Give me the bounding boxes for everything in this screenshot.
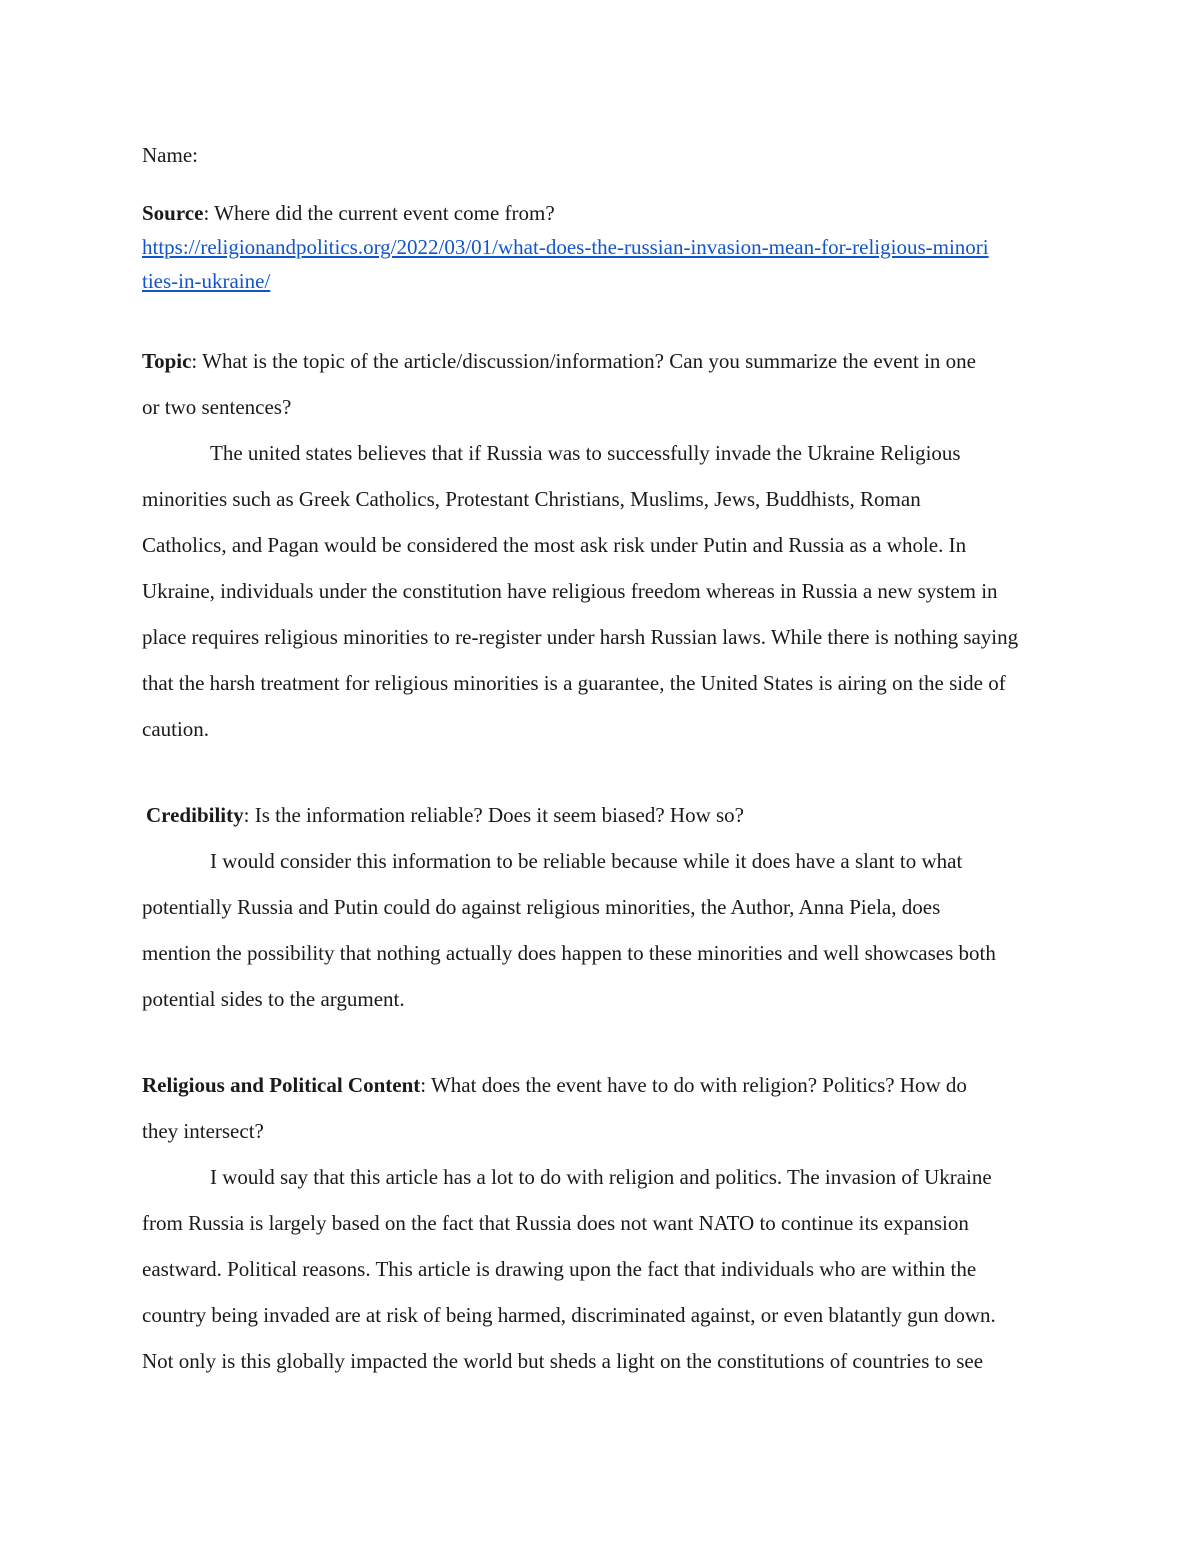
source-url-link-continued[interactable]: ties-in-ukraine/ — [142, 269, 271, 293]
source-url-line-2[interactable] — [142, 264, 1062, 298]
content-label: Religious and Political Content — [142, 1073, 421, 1097]
credibility-body-line: potential sides to the argument. — [142, 987, 405, 1011]
content-body-line: from Russia is largely based on the fact that Russia does not want NATO to continue its expansion — [142, 1211, 969, 1235]
topic-body-line: minorities such as Greek Catholics, Protestant Christians, Muslims, Jews, Buddhists, Roman — [142, 487, 921, 511]
source-url-link[interactable]: https://religionandpolitics.org/2022/03/01/what-does-the-russian-invasion-mean-for-religious-minori — [142, 235, 989, 259]
topic-prompt-continued: or two sentences? — [142, 395, 292, 419]
credibility-prompt: : Is the information reliable? Does it seem biased? How so? — [243, 803, 744, 827]
content-prompt: : What does the event have to do with religion? Politics? How do — [420, 1073, 967, 1097]
name-label: Name: — [142, 143, 198, 167]
content-body-line: I would say that this article has a lot to do with religion and politics. The invasion of Ukraine — [210, 1165, 992, 1189]
topic-body-line: The united states believes that if Russia was to successfully invade the Ukraine Religious — [210, 441, 961, 465]
source-prompt: : Where did the current event come from? — [203, 201, 555, 225]
source-label: Source — [142, 201, 204, 225]
source-heading — [142, 196, 1062, 230]
topic-body-line: that the harsh treatment for religious minorities is a guarantee, the United States is airing on the side of — [142, 671, 1006, 695]
source-url-line-1[interactable] — [142, 230, 1062, 264]
content-body-line: country being invaded are at risk of being harmed, discriminated against, or even blatantly gun down. — [142, 1303, 996, 1327]
content-body-line: Not only is this globally impacted the world but sheds a light on the constitutions of countries to see — [142, 1349, 984, 1373]
document-page — [142, 138, 1062, 1384]
credibility-section — [142, 792, 1062, 1022]
topic-section — [142, 338, 1062, 752]
credibility-label: Credibility — [146, 803, 244, 827]
topic-body-line: place requires religious minorities to re-register under harsh Russian laws. While there is nothing saying — [142, 625, 1019, 649]
name-line — [142, 138, 1062, 172]
content-prompt-continued: they intersect? — [142, 1119, 264, 1143]
credibility-body-line: I would consider this information to be reliable because while it does have a slant to what — [210, 849, 963, 873]
topic-heading — [142, 338, 1062, 384]
topic-prompt: : What is the topic of the article/discussion/information? Can you summarize the event in one — [191, 349, 976, 373]
religious-political-content-section — [142, 1062, 1062, 1384]
topic-body-line: Ukraine, individuals under the constitution have religious freedom whereas in Russia a new system in — [142, 579, 998, 603]
credibility-body-line: mention the possibility that nothing actually does happen to these minorities and well showcases both — [142, 941, 996, 965]
topic-label: Topic — [142, 349, 192, 373]
credibility-body-line: potentially Russia and Putin could do against religious minorities, the Author, Anna Piela, does — [142, 895, 941, 919]
content-heading — [142, 1062, 1062, 1108]
topic-body-line: caution. — [142, 717, 210, 741]
content-body-line: eastward. Political reasons. This article is drawing upon the fact that individuals who are within the — [142, 1257, 977, 1281]
source-section — [142, 196, 1062, 298]
credibility-heading — [142, 792, 1062, 838]
topic-body-line: Catholics, and Pagan would be considered the most ask risk under Putin and Russia as a whole. In — [142, 533, 967, 557]
